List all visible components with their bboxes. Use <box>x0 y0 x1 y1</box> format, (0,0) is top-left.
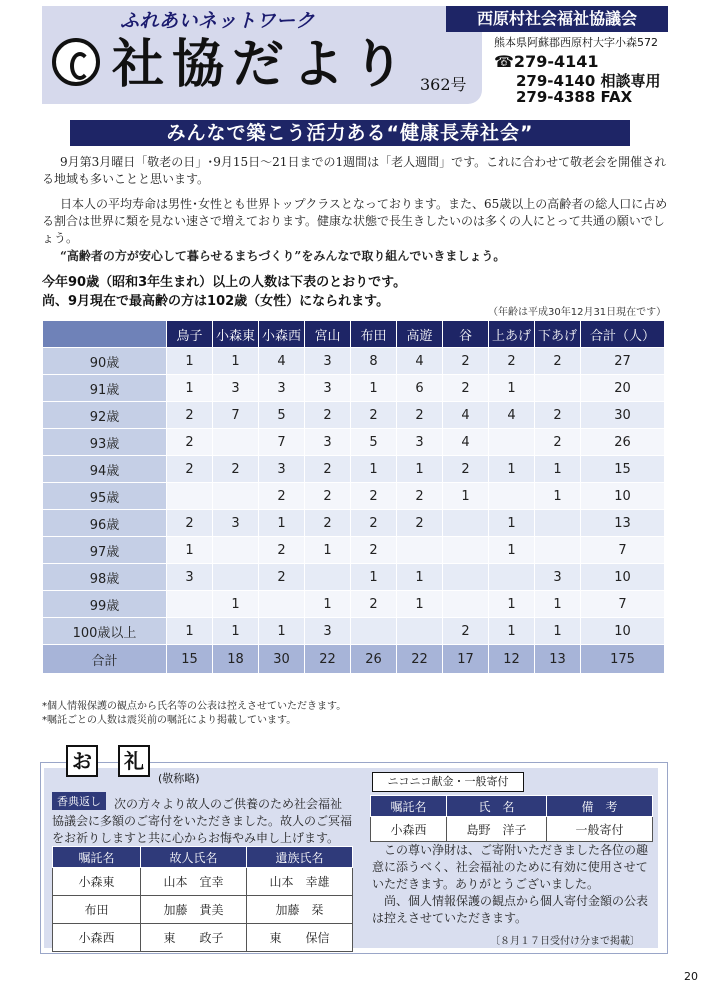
age-row <box>43 591 665 618</box>
age-label: 91歳 <box>43 375 167 402</box>
age-label: 99歳 <box>43 591 167 618</box>
count-cell <box>535 510 581 537</box>
count-cell: 3 <box>305 348 351 375</box>
family-name: 東 保信 <box>247 924 353 952</box>
count-cell <box>213 564 259 591</box>
table-header-row <box>43 321 665 348</box>
age-label: 97歳 <box>43 537 167 564</box>
donor-district: 布田 <box>53 896 141 924</box>
donor-row <box>53 896 353 924</box>
network-title: ふれあいネットワーク <box>120 10 316 32</box>
deceased-name: 加藤 貴美 <box>141 896 247 924</box>
count-cell: 2 <box>167 510 213 537</box>
total-label: 合計 <box>43 645 167 674</box>
nico-column-header: 氏 名 <box>447 796 547 817</box>
count-cell <box>397 618 443 645</box>
nico-header-row <box>371 796 653 817</box>
column-header: 谷 <box>443 321 489 348</box>
count-cell: 15 <box>167 645 213 674</box>
deceased-name: 山本 宜幸 <box>141 868 247 896</box>
paragraph-respect-day: 9月第3月曜日「敬老の日」･9月15日～21日までの1週間は「老人週間」です。これに合わせて敬老会を開催される地域も多いことと思います。 <box>42 155 667 186</box>
koden-paragraph: 次の方々より故人のご供養のため社会福祉協議会に多額のご寄付をいただきました。故人のご冥福をお祈りしますと共に心からお悔やみ申し上げます。 <box>52 797 353 845</box>
count-cell: 3 <box>305 375 351 402</box>
count-cell: 3 <box>213 375 259 402</box>
age-row <box>43 375 665 402</box>
table-body <box>43 348 665 674</box>
count-cell: 1 <box>489 618 535 645</box>
count-cell: 3 <box>535 564 581 591</box>
count-cell: 2 <box>443 375 489 402</box>
nico-donation-table <box>370 795 653 842</box>
nico-remarks: 一般寄付 <box>547 817 653 842</box>
nico-donation-label: ニコニコ献金・一般寄付 <box>372 772 524 792</box>
count-cell: 1 <box>351 564 397 591</box>
count-cell: 18 <box>213 645 259 674</box>
page-number: 20 <box>684 970 698 983</box>
column-header: 宮山 <box>305 321 351 348</box>
nico-column-header: 備 考 <box>547 796 653 817</box>
count-cell: 1 <box>351 456 397 483</box>
count-cell: 2 <box>167 429 213 456</box>
donor-header-row <box>53 847 353 868</box>
age-row <box>43 537 665 564</box>
count-cell: 6 <box>397 375 443 402</box>
count-cell: 1 <box>397 591 443 618</box>
count-cell: 1 <box>535 591 581 618</box>
count-cell: 26 <box>351 645 397 674</box>
count-cell: 1 <box>535 456 581 483</box>
count-cell: 1 <box>167 348 213 375</box>
footnote-district: *嘱託ごとの人数は震災前の嘱託により掲載しています。 <box>42 715 297 726</box>
count-cell <box>443 591 489 618</box>
age-row <box>43 483 665 510</box>
honorific-note: (敬称略) <box>158 772 200 785</box>
count-cell: 2 <box>535 348 581 375</box>
nico-column-header: 嘱託名 <box>371 796 447 817</box>
count-cell: 1 <box>351 375 397 402</box>
count-cell: 1 <box>259 618 305 645</box>
count-cell: 2 <box>443 456 489 483</box>
thanks-char-rei: 礼 <box>118 745 150 777</box>
count-cell: 3 <box>213 510 259 537</box>
count-cell: 2 <box>397 510 443 537</box>
count-cell <box>489 564 535 591</box>
age-row <box>43 618 665 645</box>
count-cell <box>259 591 305 618</box>
nico-row <box>371 817 653 842</box>
table-intro: 今年90歳（昭和3年生まれ）以上の人数は下表のとおりです。 <box>42 275 407 290</box>
count-cell: 2 <box>305 402 351 429</box>
count-cell <box>443 510 489 537</box>
count-cell <box>443 564 489 591</box>
count-cell <box>489 429 535 456</box>
as-of-date: （年齢は平成30年12月31日現在です） <box>488 307 667 318</box>
nico-donor-name: 島野 洋子 <box>447 817 547 842</box>
age-label: 94歳 <box>43 456 167 483</box>
count-cell: 1 <box>213 618 259 645</box>
count-cell: 2 <box>397 483 443 510</box>
gratitude-text: この尊い浄財は、ご寄附いただきました各位の趣意に添うべく、社会福祉のために有効に使用させていただきます。ありがとうございました。 <box>372 843 649 891</box>
column-header: 小森西 <box>259 321 305 348</box>
count-cell: 1 <box>489 510 535 537</box>
thanks-char-o: お <box>66 745 98 777</box>
count-cell <box>489 483 535 510</box>
count-cell: 1 <box>489 456 535 483</box>
count-cell: 1 <box>305 537 351 564</box>
count-cell: 2 <box>351 537 397 564</box>
address: 熊本県阿蘇郡西原村大字小森572 <box>494 36 658 49</box>
age-label: 98歳 <box>43 564 167 591</box>
deceased-name: 東 政子 <box>141 924 247 952</box>
age-row <box>43 564 665 591</box>
emblem-mark <box>70 52 90 80</box>
privacy-text: 尚、個人情報保護の観点から個人寄付金額の公表は控えさせていただきます。 <box>372 894 649 925</box>
count-cell: 4 <box>443 429 489 456</box>
oldest-person-note: 尚、9月現在で最高齢の方は102歳（女性）になられます。 <box>42 294 390 309</box>
count-cell: 30 <box>259 645 305 674</box>
count-cell: 2 <box>259 483 305 510</box>
age-label: 100歳以上 <box>43 618 167 645</box>
count-cell: 1 <box>259 510 305 537</box>
column-header: 高遊 <box>397 321 443 348</box>
row-total-cell: 7 <box>581 537 665 564</box>
koden-label: 香典返し <box>52 792 106 810</box>
column-header: 布田 <box>351 321 397 348</box>
row-total-cell: 175 <box>581 645 665 674</box>
donor-district: 小森西 <box>53 924 141 952</box>
footnote-privacy: *個人情報保護の観点から氏名等の公表は控えさせていただきます。 <box>42 701 347 712</box>
count-cell <box>167 591 213 618</box>
phone-fax: 279-4388 FAX <box>516 88 633 106</box>
count-cell: 12 <box>489 645 535 674</box>
donor-column-header: 嘱託名 <box>53 847 141 868</box>
column-header: 小森東 <box>213 321 259 348</box>
count-cell: 17 <box>443 645 489 674</box>
count-cell: 3 <box>259 456 305 483</box>
table-corner <box>43 321 167 348</box>
count-cell: 22 <box>305 645 351 674</box>
count-cell: 2 <box>535 429 581 456</box>
age-row <box>43 456 665 483</box>
count-cell: 7 <box>259 429 305 456</box>
phone-main: ☎279-4141 <box>494 52 599 71</box>
row-total-cell: 26 <box>581 429 665 456</box>
age-label: 93歳 <box>43 429 167 456</box>
count-cell <box>213 483 259 510</box>
count-cell: 1 <box>535 483 581 510</box>
emblem-icon <box>52 38 100 86</box>
donor-column-header: 遺族氏名 <box>247 847 353 868</box>
count-cell: 2 <box>351 483 397 510</box>
koden-donor-table <box>52 846 353 952</box>
age-row <box>43 348 665 375</box>
count-cell: 1 <box>489 375 535 402</box>
count-cell: 1 <box>305 591 351 618</box>
count-cell: 1 <box>397 456 443 483</box>
count-cell: 1 <box>397 564 443 591</box>
count-cell <box>305 564 351 591</box>
count-cell <box>213 537 259 564</box>
count-cell: 2 <box>305 483 351 510</box>
age-label: 92歳 <box>43 402 167 429</box>
donor-row <box>53 868 353 896</box>
count-cell: 1 <box>489 537 535 564</box>
count-cell: 3 <box>397 429 443 456</box>
count-cell: 1 <box>167 537 213 564</box>
newsletter-title: 社協だより <box>112 34 413 95</box>
column-header: 鳥子 <box>167 321 213 348</box>
count-cell: 1 <box>213 591 259 618</box>
nico-paragraph <box>372 842 654 927</box>
count-cell: 2 <box>443 618 489 645</box>
donor-column-header: 故人氏名 <box>141 847 247 868</box>
age-row <box>43 402 665 429</box>
count-cell: 22 <box>397 645 443 674</box>
paragraph-life-expectancy: 日本人の平均寿命は男性･女性とも世界トップクラスとなっております。また、65歳以上の高齢者の総人口に占める割合は世界に類を見ない速さで増えております。健康な状態で長生きしたいのは多くの人にとって共通の願いでしょう。 <box>42 197 668 245</box>
count-cell: 2 <box>351 591 397 618</box>
count-cell <box>535 375 581 402</box>
family-name: 山本 幸雄 <box>247 868 353 896</box>
row-total-cell: 10 <box>581 564 665 591</box>
count-cell: 8 <box>351 348 397 375</box>
count-cell: 5 <box>351 429 397 456</box>
issue-number: 362号 <box>420 75 467 94</box>
column-header: 合計（人） <box>581 321 665 348</box>
count-cell: 2 <box>351 402 397 429</box>
received-date-note: 〔８月１７日受付け分まで掲載〕 <box>490 936 640 947</box>
count-cell: 2 <box>167 456 213 483</box>
count-cell <box>351 618 397 645</box>
row-total-cell: 10 <box>581 483 665 510</box>
count-cell: 3 <box>167 564 213 591</box>
count-cell: 4 <box>259 348 305 375</box>
count-cell: 4 <box>443 402 489 429</box>
row-total-cell: 15 <box>581 456 665 483</box>
headline: みんなで築こう活力ある“健康長寿社会” <box>166 122 534 144</box>
age-label: 90歳 <box>43 348 167 375</box>
family-name: 加藤 栞 <box>247 896 353 924</box>
count-cell: 1 <box>213 348 259 375</box>
count-cell: 2 <box>167 402 213 429</box>
count-cell: 7 <box>213 402 259 429</box>
total-row <box>43 645 665 674</box>
count-cell: 2 <box>351 510 397 537</box>
row-total-cell: 30 <box>581 402 665 429</box>
column-header: 下あげ <box>535 321 581 348</box>
count-cell: 2 <box>213 456 259 483</box>
count-cell: 3 <box>259 375 305 402</box>
nico-district: 小森西 <box>371 817 447 842</box>
age-row <box>43 510 665 537</box>
row-total-cell: 13 <box>581 510 665 537</box>
age-row <box>43 429 665 456</box>
row-total-cell: 27 <box>581 348 665 375</box>
phone-consultation: 279-4140 相談専用 <box>516 72 661 90</box>
organization-name: 西原村社会福祉協議会 <box>446 6 668 32</box>
column-header: 上あげ <box>489 321 535 348</box>
count-cell: 3 <box>305 618 351 645</box>
count-cell: 2 <box>305 456 351 483</box>
count-cell <box>397 537 443 564</box>
count-cell: 2 <box>259 564 305 591</box>
paragraph-community: “高齢者の方が安心して暮らせるまちづくり”をみんなで取り組んでいきましょう。 <box>60 249 506 263</box>
count-cell: 1 <box>489 591 535 618</box>
count-cell: 2 <box>305 510 351 537</box>
count-cell: 1 <box>167 375 213 402</box>
count-cell: 2 <box>259 537 305 564</box>
elderly-count-table <box>42 320 665 674</box>
count-cell <box>213 429 259 456</box>
row-total-cell: 7 <box>581 591 665 618</box>
count-cell: 1 <box>443 483 489 510</box>
count-cell: 5 <box>259 402 305 429</box>
row-total-cell: 20 <box>581 375 665 402</box>
row-total-cell: 10 <box>581 618 665 645</box>
count-cell: 1 <box>167 618 213 645</box>
age-label: 95歳 <box>43 483 167 510</box>
count-cell: 13 <box>535 645 581 674</box>
count-cell: 2 <box>397 402 443 429</box>
count-cell: 2 <box>443 348 489 375</box>
count-cell <box>167 483 213 510</box>
count-cell <box>443 537 489 564</box>
count-cell: 2 <box>489 348 535 375</box>
count-cell: 3 <box>305 429 351 456</box>
count-cell: 4 <box>489 402 535 429</box>
count-cell: 1 <box>535 618 581 645</box>
count-cell: 2 <box>535 402 581 429</box>
donor-district: 小森東 <box>53 868 141 896</box>
count-cell <box>535 537 581 564</box>
donor-row <box>53 924 353 952</box>
count-cell: 4 <box>397 348 443 375</box>
age-label: 96歳 <box>43 510 167 537</box>
